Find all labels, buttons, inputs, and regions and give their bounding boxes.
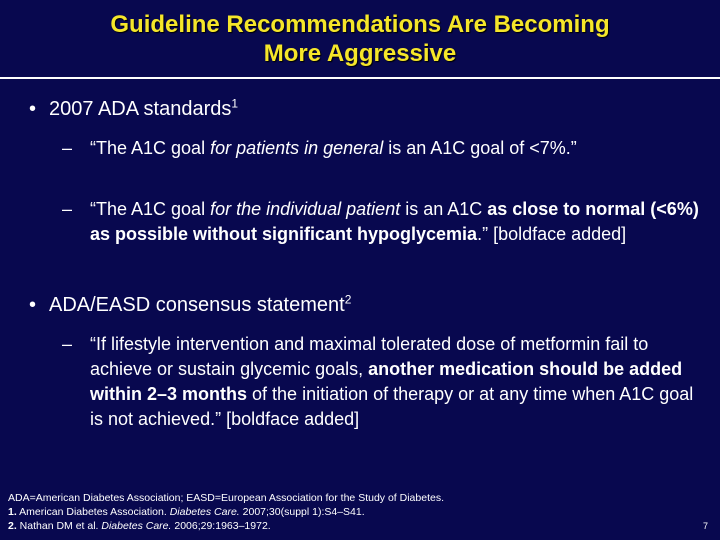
- sub-bullet-a1c-general: [62, 136, 702, 161]
- sub-bullet-consensus-quote: [62, 332, 702, 432]
- slide-title-line-2: More Aggressive: [263, 40, 457, 67]
- footnote-ref-2: 2. Nathan DM et al. Diabetes Care. 2006;29:1963–1972.: [8, 520, 271, 532]
- sub-bullet-dash: –: [62, 138, 73, 158]
- footnote-abbreviations: ADA=American Diabetes Association; EASD=European Association for the Study of Diabetes.: [8, 492, 444, 504]
- bullet-ada-standards: [29, 97, 238, 121]
- sub-bullet-text: “The A1C goal for patients in general is an A1C goal of <7%.”: [90, 138, 577, 158]
- superscript-ref: 2: [344, 292, 352, 307]
- bullet-dot: •: [29, 294, 37, 316]
- bullet-text: ADA/EASD consensus statement: [49, 294, 345, 316]
- bullet-ada-easd: [29, 293, 351, 317]
- footnote-ref-1: 1. American Diabetes Association. Diabetes Care. 2007;30(suppl 1):S4–S41.: [8, 506, 365, 518]
- slide-title-line-1: Guideline Recommendations Are Becoming: [110, 11, 610, 38]
- bullet-text: 2007 ADA standards: [49, 98, 232, 120]
- slide-title: [0, 10, 720, 68]
- superscript-ref: 1: [231, 96, 239, 111]
- sub-bullet-text: “The A1C goal for the individual patient is an A1C as close to normal (<6%) as possible without significant hypoglycemia.” [boldface added]: [90, 199, 699, 244]
- footnotes: [8, 491, 444, 533]
- sub-bullet-dash: –: [62, 334, 73, 354]
- page-number: 7: [702, 521, 708, 531]
- sub-bullet-text: “If lifestyle intervention and maximal tolerated dose of metformin fail to achieve or sustain glycemic goals, another medication should be added within 2–3 months of the initiation of therapy or at any time when A1C goal is not achieved.” [boldface added]: [90, 334, 694, 429]
- sub-bullet-dash: –: [62, 199, 73, 219]
- title-divider: [0, 77, 720, 79]
- sub-bullet-a1c-individual: [62, 197, 702, 247]
- bullet-dot: •: [29, 98, 37, 120]
